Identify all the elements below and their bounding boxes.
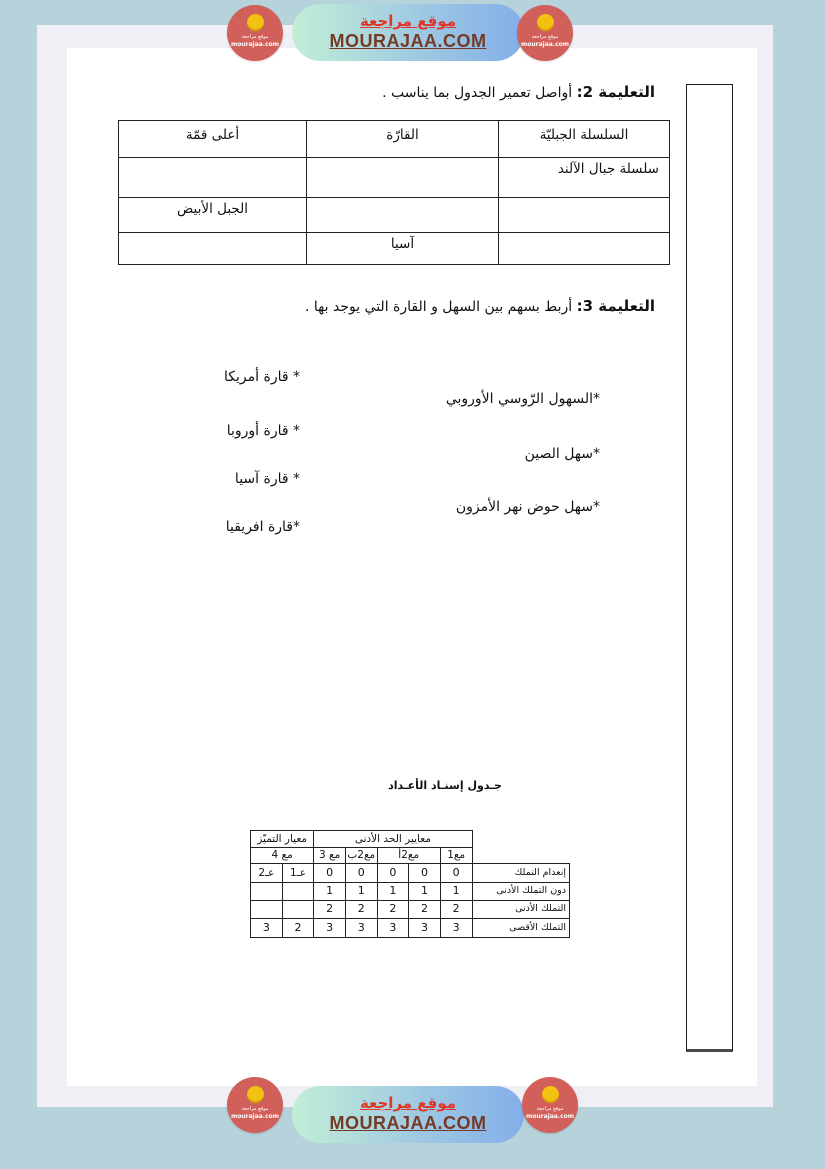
header-brand-badge — [292, 4, 524, 61]
logo-book-icon — [537, 14, 554, 31]
grade-cell: 3 — [440, 919, 472, 938]
col-header-ma4: مع 4 — [251, 848, 314, 864]
table-row — [119, 233, 670, 265]
col-header-peak: أعلى قمّة — [119, 121, 307, 158]
grading-group-header-row — [251, 831, 570, 848]
grade-cell: 0 — [345, 864, 377, 883]
grade-cell: 3 — [409, 919, 441, 938]
plain-item-russian-european[interactable]: *السهول الرّوسي الأوروبي — [445, 391, 600, 407]
site-logo-left — [227, 1077, 283, 1133]
grade-cell: 0 — [440, 864, 472, 883]
row-label: التملك الأدنى — [472, 901, 570, 919]
grading-row-max — [251, 919, 570, 938]
grade-cell — [251, 901, 283, 919]
continent-item-africa[interactable]: *قارة افريقيا — [225, 519, 300, 535]
row-label: دون التملك الأدنى — [472, 883, 570, 901]
site-title-arabic: موقع مراجعة — [359, 12, 457, 31]
site-domain-link[interactable]: MOURAJAA.COM — [329, 31, 487, 52]
table-row — [119, 158, 670, 198]
logo-tiny-domain: mourajaa.com — [520, 40, 570, 48]
col-header-chain: السلسلة الجبليّة — [499, 121, 670, 158]
grade-cell: 3 — [345, 919, 377, 938]
logo-tiny-domain: mourajaa.com — [230, 40, 280, 48]
plain-item-china[interactable]: *سهل الصين — [524, 446, 600, 462]
grading-row-min — [251, 901, 570, 919]
logo-tiny-arabic: موقع مراجعة — [536, 1106, 564, 1112]
group-header-minimum: معايير الحد الأدنى — [314, 831, 472, 848]
logo-tiny-domain: mourajaa.com — [525, 1112, 575, 1120]
logo-tiny-arabic: موقع مراجعة — [531, 34, 559, 40]
grade-cell: 3 — [251, 919, 283, 938]
mountains-table — [118, 120, 670, 265]
instruction-2-text: أواصل تعمير الجدول بما يناسب . — [382, 85, 577, 101]
grading-table-title: جـدول إسنـاد الأعـداد — [388, 779, 502, 792]
site-domain-link[interactable]: MOURAJAA.COM — [329, 1113, 487, 1134]
logo-tiny-domain: mourajaa.com — [230, 1112, 280, 1120]
site-logo-right — [522, 1077, 578, 1133]
row-label: إنعدام التملك — [472, 864, 570, 883]
cell-empty[interactable] — [119, 158, 307, 198]
grade-cell — [282, 901, 314, 919]
continent-item-asia[interactable]: * قارة آسيا — [234, 471, 300, 487]
grade-cell: 1 — [345, 883, 377, 901]
site-title-arabic: موقع مراجعة — [359, 1094, 457, 1113]
cell-empty[interactable] — [499, 198, 670, 233]
table-row — [119, 198, 670, 233]
continent-item-america[interactable]: * قارة أمريكا — [224, 369, 300, 385]
instruction-3-text: أربط بسهم بين السهل و القارة التي يوجد بها . — [304, 299, 577, 315]
instruction-2-label: التعليمة 2: — [576, 83, 655, 101]
plain-item-amazon[interactable]: *سهل حوض نهر الأمزون — [455, 499, 600, 515]
grade-cell — [251, 883, 283, 901]
instruction-2 — [382, 83, 655, 101]
grade-cell: 0 — [314, 864, 346, 883]
instruction-3 — [305, 297, 655, 315]
col-header-ma2b: مع2ب — [345, 848, 377, 864]
cell-empty[interactable] — [307, 158, 499, 198]
grade-cell: 2 — [345, 901, 377, 919]
grade-cell: 3 — [314, 919, 346, 938]
table-header-row — [119, 121, 670, 158]
logo-book-icon — [542, 1086, 559, 1103]
cell-peak-montblanc: الجبل الأبيض — [119, 198, 307, 233]
col-header-ma3: مع 3 — [314, 848, 346, 864]
grade-cell: 1 — [377, 883, 409, 901]
continent-item-europe[interactable]: * قارة أوروبا — [226, 423, 300, 439]
grade-cell: 1 — [409, 883, 441, 901]
row-label: التملك الأقصى — [472, 919, 570, 938]
grade-cell: 1 — [314, 883, 346, 901]
site-logo-left — [227, 5, 283, 61]
grade-cell — [282, 883, 314, 901]
logo-book-icon — [247, 14, 264, 31]
col-header-ma1: مع1 — [440, 848, 472, 864]
grade-cell-mark1: عـ1 — [282, 864, 314, 883]
grading-table — [250, 830, 570, 938]
cell-empty[interactable] — [119, 233, 307, 265]
grade-cell: 3 — [377, 919, 409, 938]
grade-cell: 2 — [377, 901, 409, 919]
site-logo-right — [517, 5, 573, 61]
instruction-3-label: التعليمة 3: — [576, 297, 655, 315]
logo-tiny-arabic: موقع مراجعة — [241, 34, 269, 40]
grade-cell: 2 — [440, 901, 472, 919]
corner-empty — [472, 848, 570, 864]
grading-col-header-row — [251, 848, 570, 864]
footer-brand-badge — [292, 1086, 524, 1143]
grading-row-below-min — [251, 883, 570, 901]
grade-cell: 0 — [377, 864, 409, 883]
cell-empty[interactable] — [499, 233, 670, 265]
col-header-ma2a: مع2أ — [377, 848, 440, 864]
grading-row-none — [251, 864, 570, 883]
col-header-continent: القارّة — [307, 121, 499, 158]
grade-cell: 2 — [409, 901, 441, 919]
grade-cell-mark2: عـ2 — [251, 864, 283, 883]
grading-margin-box — [686, 84, 733, 1052]
grade-cell: 1 — [440, 883, 472, 901]
cell-continent-asia: آسيا — [307, 233, 499, 265]
grade-cell: 0 — [409, 864, 441, 883]
cell-empty[interactable] — [307, 198, 499, 233]
cell-chain-andes: سلسلة جبال الآلند — [499, 158, 670, 198]
corner-empty — [472, 831, 570, 848]
logo-tiny-arabic: موقع مراجعة — [241, 1106, 269, 1112]
grade-cell: 2 — [314, 901, 346, 919]
grade-cell: 2 — [282, 919, 314, 938]
group-header-excellence: معيار التميّز — [251, 831, 314, 848]
logo-book-icon — [247, 1086, 264, 1103]
